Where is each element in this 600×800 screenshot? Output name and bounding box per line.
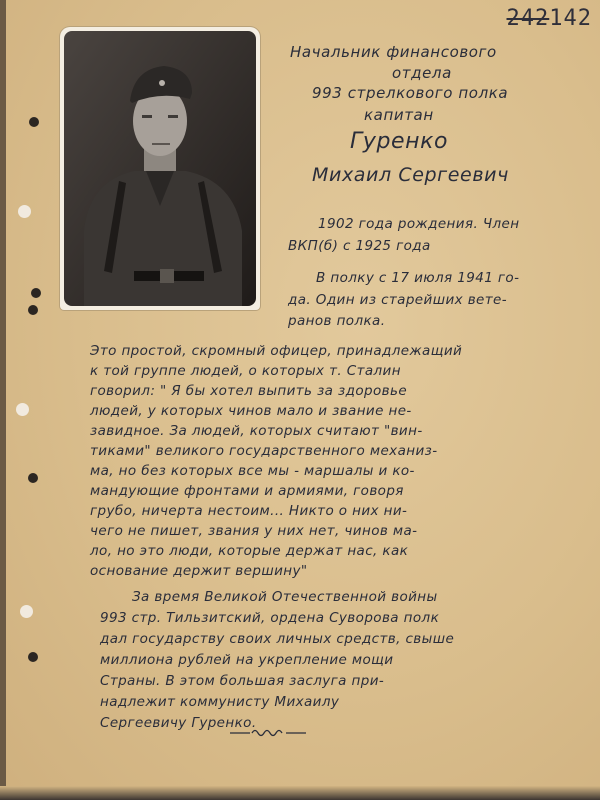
binding-hole <box>20 605 33 618</box>
bio-line: да. Один из старейших вете- <box>288 292 508 308</box>
quote-line: мандующие фронтами и армиями, говоря <box>90 483 404 499</box>
closing-line: дал государству своих личных средств, свыше <box>100 631 455 647</box>
quote-line: ло, но это люди, которые держат нас, как <box>90 543 409 559</box>
quote-line: людей, у которых чинов мало и звание не- <box>90 403 412 419</box>
quote-line: тиками" великого государственного механиз- <box>90 443 438 459</box>
portrait-image <box>64 31 256 306</box>
page-number <box>507 6 593 31</box>
header-line-2: отдела <box>392 64 452 82</box>
quote-line: грубо, ничерта нестоим... Никто о них ни- <box>90 503 408 519</box>
portrait-photo <box>60 27 260 310</box>
closing-line: миллиона рублей на укрепление мощи <box>100 652 394 668</box>
binding-hole <box>28 305 38 315</box>
quote-line: говорил: " Я бы хотел выпить за здоровье <box>90 383 408 399</box>
given-names: Михаил Сергеевич <box>312 164 509 186</box>
closing-line: Сергеевичу Гуренко. <box>100 715 257 731</box>
quote-line: основание держит вершину" <box>90 563 308 579</box>
binding-hole <box>28 473 38 483</box>
closing-line: надлежит коммунисту Михаилу <box>100 694 340 710</box>
bio-line: 1902 года рождения. Член <box>318 216 520 232</box>
bottom-edge <box>0 786 600 800</box>
quote-line: ма, но без которых все мы - маршалы и ко- <box>90 463 415 479</box>
binding-hole <box>29 117 39 127</box>
rank: капитан <box>364 106 434 124</box>
ornament-flourish <box>228 727 308 739</box>
bio-line: В полку с 17 июля 1941 го- <box>316 270 520 286</box>
header-line-1: Начальник финансового <box>290 43 497 61</box>
bio-line: ВКП(б) с 1925 года <box>288 238 431 254</box>
binding-hole <box>18 205 31 218</box>
quote-line: завидное. За людей, которых считают "вин- <box>90 423 423 439</box>
closing-line: Страны. В этом большая заслуга при- <box>100 673 385 689</box>
quote-line: Это простой, скромный офицер, принадлежащий <box>90 343 463 359</box>
page-number-current: 142 <box>549 6 592 31</box>
quote-line: чего не пишет, звания у них нет, чинов ма- <box>90 523 418 539</box>
left-edge <box>0 0 6 800</box>
surname: Гуренко <box>350 129 449 154</box>
bio-line: ранов полка. <box>288 313 386 329</box>
binding-hole <box>16 403 29 416</box>
quote-line: к той группе людей, о которых т. Сталин <box>90 363 401 379</box>
header-line-3: 993 стрелкового полка <box>312 84 509 102</box>
closing-line: За время Великой Отечественной войны <box>132 589 438 605</box>
closing-line: 993 стр. Тильзитский, ордена Суворова полк <box>100 610 440 626</box>
page-number-struck: 242 <box>506 6 550 31</box>
binding-hole <box>31 288 41 298</box>
binding-hole <box>28 652 38 662</box>
